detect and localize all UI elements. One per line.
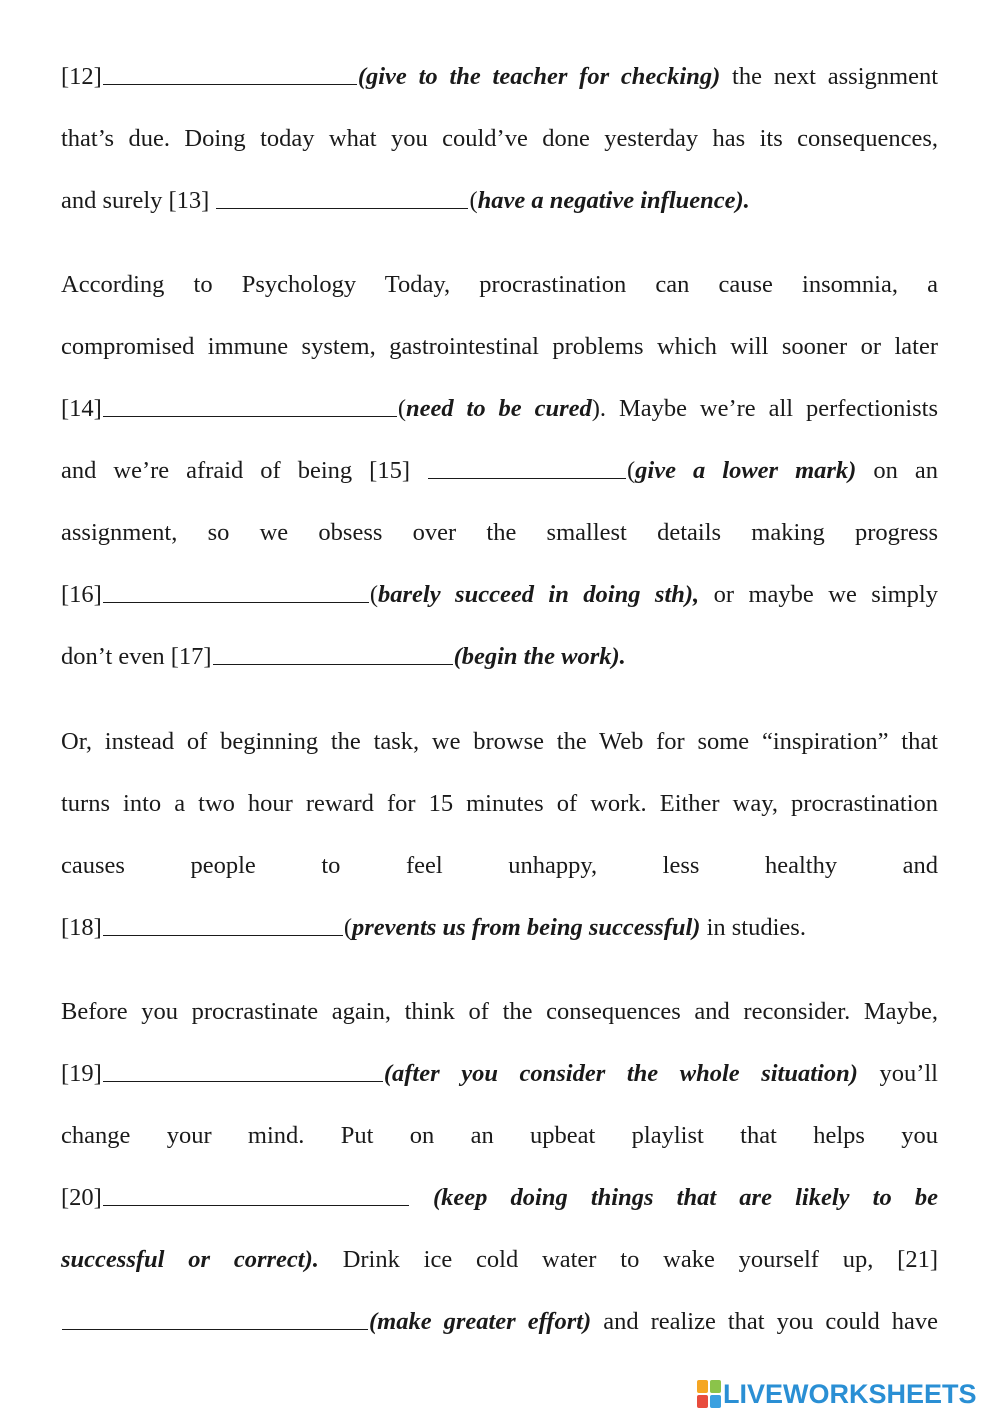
logo-tile — [697, 1395, 708, 1408]
text-line — [61, 124, 938, 154]
text-line — [61, 394, 938, 424]
answer-blank-18[interactable] — [103, 913, 343, 936]
body-text: assignment, so we obsess over the smallest details making progress — [61, 519, 938, 546]
text-line — [61, 1121, 938, 1151]
answer-blank-15[interactable] — [428, 456, 626, 479]
liveworksheets-brand — [697, 1378, 993, 1410]
body-text: on an — [856, 457, 938, 484]
answer-blank-20[interactable] — [103, 1183, 409, 1206]
liveworksheets-logo-icon — [697, 1380, 721, 1408]
text-line — [61, 332, 938, 362]
text-line — [61, 1307, 938, 1337]
hint-text: (make greater effort) — [369, 1308, 592, 1335]
hint-text: barely succeed in doing sth), — [378, 581, 700, 608]
body-text: According to Psychology Today, procrastination can cause insomnia, a — [61, 271, 938, 298]
body-text: and surely [13] — [61, 187, 216, 214]
hint-text: have a negative influence). — [477, 187, 750, 214]
answer-blank-17[interactable] — [213, 642, 453, 665]
body-text: the next assignment — [720, 63, 939, 90]
brand-name: LIVEWORKSHEETS — [723, 1378, 977, 1409]
body-text: [20] — [61, 1184, 102, 1211]
answer-blank-12[interactable] — [103, 62, 357, 85]
body-text: turns into a two hour reward for 15 minutes of work. Either way, procrastination — [61, 790, 938, 817]
body-text: [18] — [61, 914, 102, 941]
answer-blank-16[interactable] — [103, 580, 369, 603]
body-text: ( — [397, 395, 406, 422]
body-text: don’t even [17] — [61, 643, 212, 670]
body-text: [19] — [61, 1060, 102, 1087]
body-text: change your mind. Put on an upbeat playlist that helps you — [61, 1122, 938, 1149]
body-text: and we’re afraid of being [15] — [61, 457, 427, 484]
hint-text: (give to the teacher for checking) — [357, 63, 721, 90]
hint-text: (begin the work). — [453, 643, 626, 670]
logo-tile — [710, 1395, 721, 1408]
hint-text: need to be cured — [406, 395, 592, 422]
text-line — [61, 789, 938, 819]
hint-text: give a lower mark) — [635, 457, 857, 484]
body-text: ). Maybe we’re all perfectionists — [591, 395, 938, 422]
text-line — [61, 642, 938, 672]
text-line — [61, 186, 938, 216]
body-text: ( — [627, 457, 636, 484]
body-text: and realize that you could have — [591, 1308, 939, 1335]
body-text: that’s due. Doing today what you could’ve done yesterday has its consequences, — [61, 125, 938, 152]
text-line — [61, 270, 938, 300]
body-text: ( — [369, 581, 378, 608]
text-line — [61, 851, 938, 881]
body-text: causes people to feel unhappy, less healthy and — [61, 852, 938, 879]
text-line — [61, 62, 938, 92]
body-text: compromised immune system, gastrointestinal problems which will sooner or later — [61, 333, 938, 360]
text-line — [61, 1183, 938, 1213]
body-text: you’ll — [857, 1060, 938, 1087]
body-text: Drink ice cold water to wake yourself up, [21] — [318, 1246, 938, 1273]
body-text: [12] — [61, 63, 102, 90]
body-text: or maybe we simply — [699, 581, 938, 608]
text-line — [61, 727, 938, 757]
hint-text: successful or correct). — [61, 1246, 319, 1273]
logo-tile — [697, 1380, 708, 1393]
hint-text: (keep doing things that are likely to be — [432, 1184, 938, 1211]
hint-text: prevents us from being successful) — [352, 914, 701, 941]
text-line — [61, 518, 938, 548]
body-text: [16] — [61, 581, 102, 608]
body-text: in studies. — [700, 914, 806, 941]
body-text: Or, instead of beginning the task, we browse the Web for some “inspiration” that — [61, 728, 938, 755]
answer-blank-14[interactable] — [103, 394, 397, 417]
body-text: Before you procrastinate again, think of the consequences and reconsider. Maybe, — [61, 998, 938, 1025]
body-text: ( — [469, 187, 478, 214]
logo-tile — [710, 1380, 721, 1393]
answer-blank-21[interactable] — [62, 1307, 368, 1330]
body-text: ( — [343, 914, 352, 941]
text-line — [61, 580, 938, 610]
text-line — [61, 1245, 938, 1275]
body-text: [14] — [61, 395, 102, 422]
text-line — [61, 456, 938, 486]
answer-blank-19[interactable] — [103, 1059, 383, 1082]
text-line — [61, 913, 938, 943]
body-text — [410, 1184, 433, 1211]
hint-text: (after you consider the whole situation) — [383, 1060, 858, 1087]
text-line — [61, 997, 938, 1027]
answer-blank-13[interactable] — [216, 186, 468, 209]
text-line — [61, 1059, 938, 1089]
